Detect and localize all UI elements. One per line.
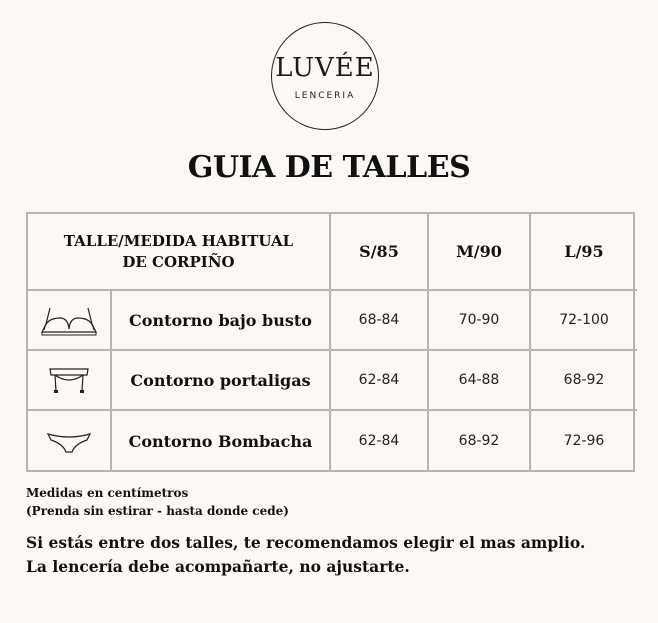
value-cell: 62-84 bbox=[331, 411, 429, 471]
garter-belt-icon bbox=[28, 351, 112, 411]
value-cell: 68-92 bbox=[429, 411, 531, 471]
value-cell: 68-84 bbox=[331, 291, 429, 351]
brand-logo bbox=[271, 22, 379, 130]
value-cell: 72-96 bbox=[563, 433, 605, 449]
measurement-notes bbox=[26, 484, 289, 520]
panties-icon bbox=[28, 411, 112, 471]
header-size-s: S/85 bbox=[331, 214, 429, 291]
row-label: Contorno portaligas bbox=[112, 351, 331, 411]
advice-line: La lencería debe acompañarte, no ajustarte. bbox=[26, 557, 410, 576]
header-size-l: L/95 bbox=[531, 214, 637, 291]
size-guide-table bbox=[26, 212, 635, 472]
row-label: Contorno Bombacha bbox=[112, 411, 331, 471]
logo-name: LUVÉE bbox=[275, 53, 375, 83]
value-cell: 62-84 bbox=[331, 351, 429, 411]
note-line: Medidas en centímetros bbox=[26, 486, 189, 500]
logo-subtitle: LENCERIA bbox=[294, 91, 356, 101]
value-cell: 64-88 bbox=[429, 351, 531, 411]
size-advice bbox=[26, 531, 585, 579]
value-cell: 70-90 bbox=[429, 291, 531, 351]
note-line: (Prenda sin estirar - hasta donde cede) bbox=[26, 504, 289, 518]
header-measure-label: TALLE/MEDIDA HABITUAL DE CORPIÑO bbox=[28, 214, 331, 291]
value-cell: 72-100 bbox=[531, 291, 637, 351]
bra-icon bbox=[28, 291, 112, 351]
value-cell: 68-92 bbox=[531, 351, 637, 411]
advice-line: Si estás entre dos talles, te recomendamos elegir el mas amplio. bbox=[26, 533, 586, 552]
header-size-m: M/90 bbox=[429, 214, 531, 291]
page-title: GUIA DE TALLES bbox=[187, 150, 471, 185]
row-label: Contorno bajo busto bbox=[112, 291, 331, 351]
